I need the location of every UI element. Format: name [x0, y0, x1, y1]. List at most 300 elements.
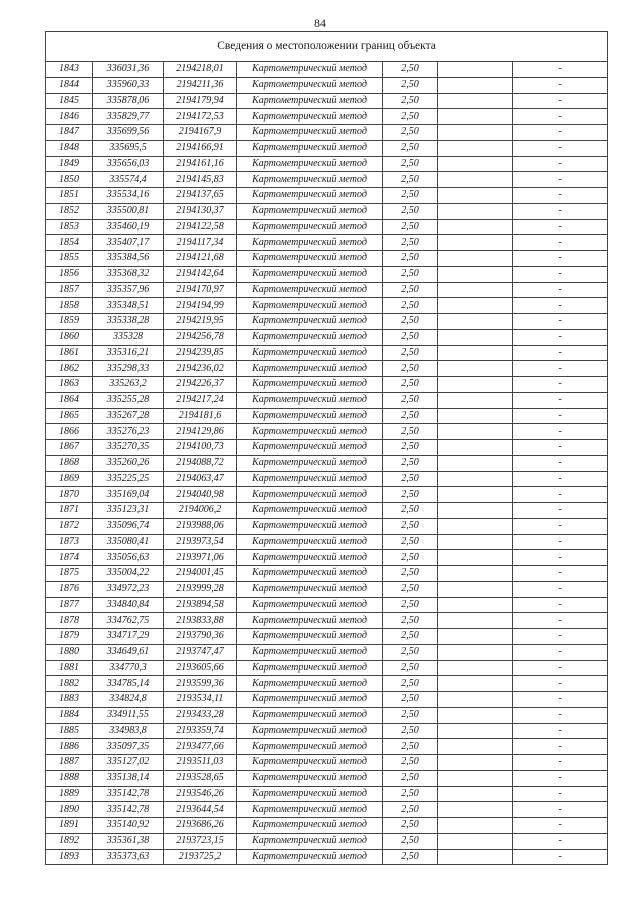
table-row	[46, 629, 608, 645]
table-row	[46, 440, 608, 456]
coord-y-cell: 2194142,64	[164, 266, 237, 282]
dash-cell: -	[513, 581, 608, 597]
accuracy-cell: 2,50	[383, 471, 438, 487]
coord-x-cell: 335338,28	[93, 314, 164, 330]
point-number-cell: 1846	[46, 109, 93, 125]
dash-cell: -	[513, 723, 608, 739]
table-row	[46, 345, 608, 361]
accuracy-cell: 2,50	[383, 503, 438, 519]
accuracy-cell: 2,50	[383, 534, 438, 550]
method-cell: Картометрический метод	[237, 156, 383, 172]
accuracy-cell: 2,50	[383, 251, 438, 267]
accuracy-cell: 2,50	[383, 377, 438, 393]
coord-y-cell: 2194161,16	[164, 156, 237, 172]
coord-x-cell: 335270,35	[93, 440, 164, 456]
accuracy-cell: 2,50	[383, 203, 438, 219]
coord-y-cell: 2194166,91	[164, 140, 237, 156]
dash-cell: -	[513, 818, 608, 834]
accuracy-cell: 2,50	[383, 345, 438, 361]
dash-cell: -	[513, 471, 608, 487]
table-row	[46, 140, 608, 156]
table-row	[46, 518, 608, 534]
point-number-cell: 1885	[46, 723, 93, 739]
table-row	[46, 266, 608, 282]
coord-y-cell: 2193644,54	[164, 802, 237, 818]
method-cell: Картометрический метод	[237, 723, 383, 739]
table-row	[46, 707, 608, 723]
accuracy-cell: 2,50	[383, 613, 438, 629]
description-cell	[438, 676, 513, 692]
method-cell: Картометрический метод	[237, 676, 383, 692]
dash-cell: -	[513, 644, 608, 660]
dash-cell: -	[513, 613, 608, 629]
point-number-cell: 1866	[46, 424, 93, 440]
accuracy-cell: 2,50	[383, 156, 438, 172]
accuracy-cell: 2,50	[383, 818, 438, 834]
method-cell: Картометрический метод	[237, 455, 383, 471]
point-number-cell: 1890	[46, 802, 93, 818]
coord-y-cell: 2193477,66	[164, 739, 237, 755]
dash-cell: -	[513, 314, 608, 330]
dash-cell: -	[513, 660, 608, 676]
coord-x-cell: 335384,56	[93, 251, 164, 267]
table-row	[46, 566, 608, 582]
point-number-cell: 1854	[46, 235, 93, 251]
point-number-cell: 1883	[46, 692, 93, 708]
description-cell	[438, 644, 513, 660]
dash-cell: -	[513, 345, 608, 361]
dash-cell: -	[513, 487, 608, 503]
dash-cell: -	[513, 125, 608, 141]
accuracy-cell: 2,50	[383, 518, 438, 534]
accuracy-cell: 2,50	[383, 329, 438, 345]
coord-y-cell: 2194170,97	[164, 282, 237, 298]
coord-x-cell: 335829,77	[93, 109, 164, 125]
method-cell: Картометрический метод	[237, 692, 383, 708]
accuracy-cell: 2,50	[383, 739, 438, 755]
point-number-cell: 1882	[46, 676, 93, 692]
method-cell: Картометрический метод	[237, 361, 383, 377]
coord-x-cell: 335255,28	[93, 392, 164, 408]
method-cell: Картометрический метод	[237, 235, 383, 251]
method-cell: Картометрический метод	[237, 833, 383, 849]
coord-y-cell: 2193534,11	[164, 692, 237, 708]
dash-cell: -	[513, 849, 608, 865]
point-number-cell: 1892	[46, 833, 93, 849]
description-cell	[438, 455, 513, 471]
coord-y-cell: 2194218,01	[164, 62, 237, 78]
table-row	[46, 455, 608, 471]
point-number-cell: 1847	[46, 125, 93, 141]
coord-y-cell: 2193511,03	[164, 755, 237, 771]
accuracy-cell: 2,50	[383, 77, 438, 93]
accuracy-cell: 2,50	[383, 660, 438, 676]
coord-x-cell: 335368,32	[93, 266, 164, 282]
section-title: Сведения о местоположении границ объекта	[46, 32, 608, 62]
coord-x-cell: 335123,31	[93, 503, 164, 519]
table-row	[46, 298, 608, 314]
dash-cell: -	[513, 408, 608, 424]
point-number-cell: 1868	[46, 455, 93, 471]
coord-x-cell: 334972,23	[93, 581, 164, 597]
method-cell: Картометрический метод	[237, 550, 383, 566]
method-cell: Картометрический метод	[237, 345, 383, 361]
point-number-cell: 1881	[46, 660, 93, 676]
method-cell: Картометрический метод	[237, 140, 383, 156]
accuracy-cell: 2,50	[383, 392, 438, 408]
page-number: 84	[314, 16, 326, 30]
method-cell: Картометрический метод	[237, 534, 383, 550]
coord-x-cell: 335298,33	[93, 361, 164, 377]
table-row	[46, 723, 608, 739]
coord-y-cell: 2194117,34	[164, 235, 237, 251]
coord-x-cell: 334717,29	[93, 629, 164, 645]
dash-cell: -	[513, 329, 608, 345]
boundary-coordinates-table	[45, 31, 608, 865]
table-row	[46, 786, 608, 802]
accuracy-cell: 2,50	[383, 581, 438, 597]
table-row	[46, 188, 608, 204]
dash-cell: -	[513, 62, 608, 78]
method-cell: Картометрический метод	[237, 739, 383, 755]
description-cell	[438, 739, 513, 755]
description-cell	[438, 707, 513, 723]
accuracy-cell: 2,50	[383, 93, 438, 109]
accuracy-cell: 2,50	[383, 692, 438, 708]
description-cell	[438, 314, 513, 330]
coord-y-cell: 2194172,53	[164, 109, 237, 125]
table-row	[46, 424, 608, 440]
table-row	[46, 644, 608, 660]
table-row	[46, 692, 608, 708]
point-number-cell: 1891	[46, 818, 93, 834]
dash-cell: -	[513, 188, 608, 204]
accuracy-cell: 2,50	[383, 802, 438, 818]
point-number-cell: 1848	[46, 140, 93, 156]
point-number-cell: 1845	[46, 93, 93, 109]
coord-x-cell: 335138,14	[93, 770, 164, 786]
coord-y-cell: 2194145,83	[164, 172, 237, 188]
table-row	[46, 377, 608, 393]
description-cell	[438, 125, 513, 141]
coord-y-cell: 2194239,85	[164, 345, 237, 361]
coord-x-cell: 335004,22	[93, 566, 164, 582]
coord-y-cell: 2194236,02	[164, 361, 237, 377]
dash-cell: -	[513, 629, 608, 645]
point-number-cell: 1875	[46, 566, 93, 582]
method-cell: Картометрический метод	[237, 62, 383, 78]
table-row	[46, 833, 608, 849]
method-cell: Картометрический метод	[237, 424, 383, 440]
dash-cell: -	[513, 140, 608, 156]
dash-cell: -	[513, 518, 608, 534]
coord-y-cell: 2194121,68	[164, 251, 237, 267]
point-number-cell: 1867	[46, 440, 93, 456]
description-cell	[438, 629, 513, 645]
method-cell: Картометрический метод	[237, 566, 383, 582]
method-cell: Картометрический метод	[237, 219, 383, 235]
accuracy-cell: 2,50	[383, 487, 438, 503]
coord-y-cell: 2194129,86	[164, 424, 237, 440]
description-cell	[438, 518, 513, 534]
description-cell	[438, 156, 513, 172]
accuracy-cell: 2,50	[383, 109, 438, 125]
dash-cell: -	[513, 93, 608, 109]
dash-cell: -	[513, 676, 608, 692]
description-cell	[438, 770, 513, 786]
method-cell: Картометрический метод	[237, 818, 383, 834]
point-number-cell: 1878	[46, 613, 93, 629]
accuracy-cell: 2,50	[383, 235, 438, 251]
coord-y-cell: 2193971,06	[164, 550, 237, 566]
table-row	[46, 613, 608, 629]
coord-y-cell: 2193528,65	[164, 770, 237, 786]
coord-x-cell: 335260,26	[93, 455, 164, 471]
description-cell	[438, 503, 513, 519]
point-number-cell: 1844	[46, 77, 93, 93]
method-cell: Картометрический метод	[237, 849, 383, 865]
description-cell	[438, 377, 513, 393]
coord-y-cell: 2194211,36	[164, 77, 237, 93]
accuracy-cell: 2,50	[383, 172, 438, 188]
coord-y-cell: 2193433,28	[164, 707, 237, 723]
description-cell	[438, 487, 513, 503]
description-cell	[438, 188, 513, 204]
dash-cell: -	[513, 156, 608, 172]
coord-y-cell: 2193359,74	[164, 723, 237, 739]
table-row	[46, 219, 608, 235]
table-row	[46, 235, 608, 251]
coord-x-cell: 334840,84	[93, 597, 164, 613]
accuracy-cell: 2,50	[383, 188, 438, 204]
coord-y-cell: 2194088,72	[164, 455, 237, 471]
accuracy-cell: 2,50	[383, 282, 438, 298]
dash-cell: -	[513, 172, 608, 188]
method-cell: Картометрический метод	[237, 786, 383, 802]
dash-cell: -	[513, 392, 608, 408]
coord-y-cell: 2193988,06	[164, 518, 237, 534]
method-cell: Картометрический метод	[237, 77, 383, 93]
dash-cell: -	[513, 786, 608, 802]
method-cell: Картометрический метод	[237, 613, 383, 629]
coord-x-cell: 335407,17	[93, 235, 164, 251]
method-cell: Картометрический метод	[237, 597, 383, 613]
description-cell	[438, 692, 513, 708]
description-cell	[438, 203, 513, 219]
coord-x-cell: 335878,06	[93, 93, 164, 109]
point-number-cell: 1865	[46, 408, 93, 424]
table-row	[46, 770, 608, 786]
coord-x-cell: 335960,33	[93, 77, 164, 93]
point-number-cell: 1887	[46, 755, 93, 771]
accuracy-cell: 2,50	[383, 550, 438, 566]
accuracy-cell: 2,50	[383, 597, 438, 613]
accuracy-cell: 2,50	[383, 140, 438, 156]
coord-x-cell: 335328	[93, 329, 164, 345]
coord-y-cell: 2193894,58	[164, 597, 237, 613]
method-cell: Картометрический метод	[237, 503, 383, 519]
dash-cell: -	[513, 597, 608, 613]
accuracy-cell: 2,50	[383, 314, 438, 330]
coord-y-cell: 2194194,99	[164, 298, 237, 314]
point-number-cell: 1886	[46, 739, 93, 755]
method-cell: Картометрический метод	[237, 707, 383, 723]
description-cell	[438, 613, 513, 629]
method-cell: Картометрический метод	[237, 629, 383, 645]
point-number-cell: 1877	[46, 597, 93, 613]
accuracy-cell: 2,50	[383, 770, 438, 786]
accuracy-cell: 2,50	[383, 62, 438, 78]
dash-cell: -	[513, 77, 608, 93]
table-row	[46, 314, 608, 330]
coord-y-cell: 2194100,73	[164, 440, 237, 456]
method-cell: Картометрический метод	[237, 266, 383, 282]
table-row	[46, 597, 608, 613]
description-cell	[438, 251, 513, 267]
method-cell: Картометрический метод	[237, 93, 383, 109]
method-cell: Картометрический метод	[237, 581, 383, 597]
description-cell	[438, 408, 513, 424]
description-cell	[438, 93, 513, 109]
coord-x-cell: 335140,92	[93, 818, 164, 834]
method-cell: Картометрический метод	[237, 188, 383, 204]
point-number-cell: 1884	[46, 707, 93, 723]
table-row	[46, 487, 608, 503]
coord-x-cell: 335574,4	[93, 172, 164, 188]
table-row	[46, 392, 608, 408]
table-row	[46, 282, 608, 298]
coord-y-cell: 2194006,2	[164, 503, 237, 519]
accuracy-cell: 2,50	[383, 361, 438, 377]
table-row	[46, 818, 608, 834]
coord-x-cell: 335695,5	[93, 140, 164, 156]
method-cell: Картометрический метод	[237, 282, 383, 298]
method-cell: Картометрический метод	[237, 298, 383, 314]
dash-cell: -	[513, 770, 608, 786]
table-row	[46, 93, 608, 109]
point-number-cell: 1862	[46, 361, 93, 377]
coord-x-cell: 335656,03	[93, 156, 164, 172]
description-cell	[438, 266, 513, 282]
method-cell: Картометрический метод	[237, 125, 383, 141]
dash-cell: -	[513, 692, 608, 708]
coord-x-cell: 335225,25	[93, 471, 164, 487]
description-cell	[438, 392, 513, 408]
description-cell	[438, 755, 513, 771]
description-cell	[438, 786, 513, 802]
accuracy-cell: 2,50	[383, 219, 438, 235]
coord-y-cell: 2193999,28	[164, 581, 237, 597]
dash-cell: -	[513, 455, 608, 471]
table-row	[46, 849, 608, 865]
coord-x-cell: 335142,78	[93, 786, 164, 802]
method-cell: Картометрический метод	[237, 660, 383, 676]
method-cell: Картометрический метод	[237, 314, 383, 330]
table-row	[46, 503, 608, 519]
point-number-cell: 1856	[46, 266, 93, 282]
accuracy-cell: 2,50	[383, 408, 438, 424]
dash-cell: -	[513, 235, 608, 251]
table-row	[46, 77, 608, 93]
point-number-cell: 1871	[46, 503, 93, 519]
coord-y-cell: 2194217,24	[164, 392, 237, 408]
table-row	[46, 109, 608, 125]
point-number-cell: 1873	[46, 534, 93, 550]
description-cell	[438, 833, 513, 849]
accuracy-cell: 2,50	[383, 298, 438, 314]
coord-x-cell: 334649,61	[93, 644, 164, 660]
point-number-cell: 1857	[46, 282, 93, 298]
table-header-row	[46, 32, 608, 62]
coord-y-cell: 2193723,15	[164, 833, 237, 849]
coord-y-cell: 2194001,45	[164, 566, 237, 582]
accuracy-cell: 2,50	[383, 266, 438, 282]
coord-x-cell: 335056,63	[93, 550, 164, 566]
point-number-cell: 1889	[46, 786, 93, 802]
dash-cell: -	[513, 566, 608, 582]
coord-x-cell: 335267,28	[93, 408, 164, 424]
dash-cell: -	[513, 109, 608, 125]
dash-cell: -	[513, 377, 608, 393]
point-number-cell: 1861	[46, 345, 93, 361]
accuracy-cell: 2,50	[383, 786, 438, 802]
method-cell: Картометрический метод	[237, 408, 383, 424]
coord-x-cell: 335276,23	[93, 424, 164, 440]
point-number-cell: 1869	[46, 471, 93, 487]
method-cell: Картометрический метод	[237, 440, 383, 456]
table-row	[46, 172, 608, 188]
description-cell	[438, 802, 513, 818]
description-cell	[438, 849, 513, 865]
dash-cell: -	[513, 203, 608, 219]
description-cell	[438, 235, 513, 251]
coord-x-cell: 334911,55	[93, 707, 164, 723]
dash-cell: -	[513, 424, 608, 440]
point-number-cell: 1888	[46, 770, 93, 786]
description-cell	[438, 597, 513, 613]
accuracy-cell: 2,50	[383, 849, 438, 865]
point-number-cell: 1872	[46, 518, 93, 534]
coord-y-cell: 2194137,65	[164, 188, 237, 204]
coord-y-cell: 2194040,98	[164, 487, 237, 503]
method-cell: Картометрический метод	[237, 755, 383, 771]
method-cell: Картометрический метод	[237, 172, 383, 188]
description-cell	[438, 77, 513, 93]
coord-x-cell: 335348,51	[93, 298, 164, 314]
coord-x-cell: 335316,21	[93, 345, 164, 361]
point-number-cell: 1851	[46, 188, 93, 204]
coord-x-cell: 334770,3	[93, 660, 164, 676]
coord-x-cell: 335361,38	[93, 833, 164, 849]
point-number-cell: 1849	[46, 156, 93, 172]
point-number-cell: 1876	[46, 581, 93, 597]
coord-y-cell: 2194256,78	[164, 329, 237, 345]
point-number-cell: 1879	[46, 629, 93, 645]
description-cell	[438, 329, 513, 345]
dash-cell: -	[513, 298, 608, 314]
method-cell: Картометрический метод	[237, 644, 383, 660]
table-row	[46, 550, 608, 566]
table-row	[46, 361, 608, 377]
accuracy-cell: 2,50	[383, 424, 438, 440]
coord-x-cell: 335142,78	[93, 802, 164, 818]
method-cell: Картометрический метод	[237, 329, 383, 345]
point-number-cell: 1858	[46, 298, 93, 314]
description-cell	[438, 109, 513, 125]
accuracy-cell: 2,50	[383, 629, 438, 645]
coord-y-cell: 2194130,37	[164, 203, 237, 219]
coord-y-cell: 2194181,6	[164, 408, 237, 424]
